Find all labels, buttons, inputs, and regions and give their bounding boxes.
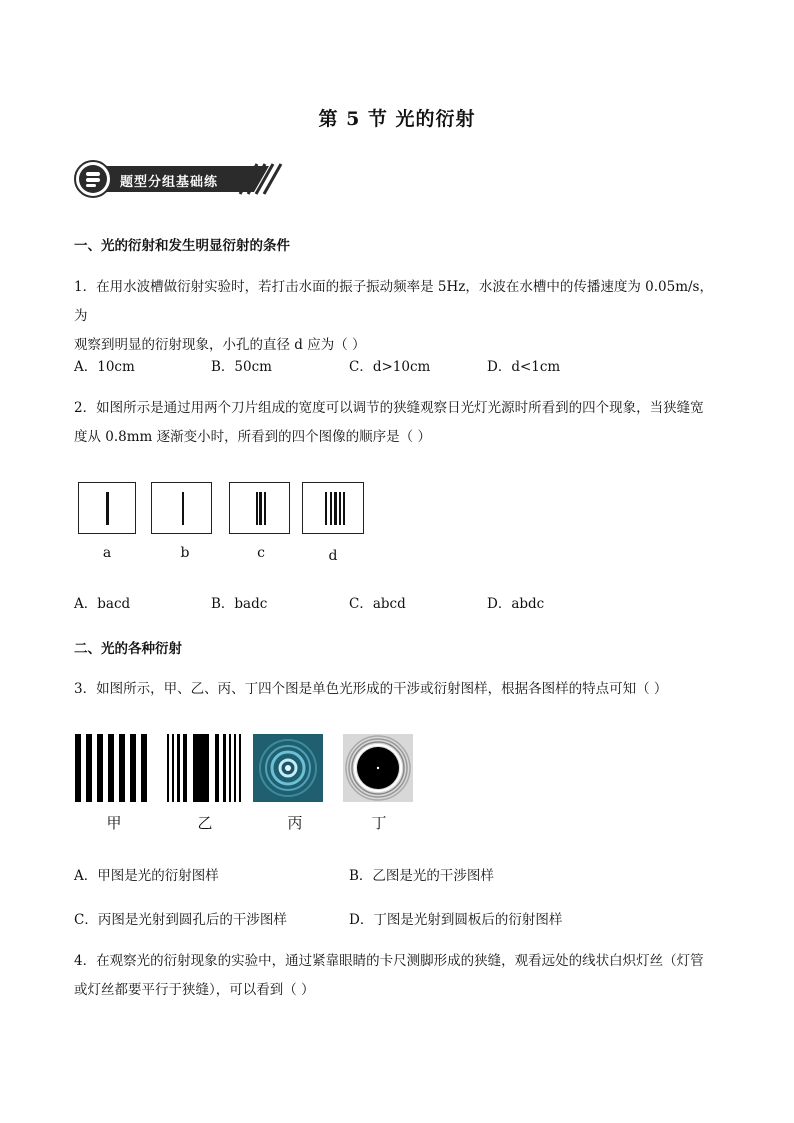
slit-figure-d <box>302 482 364 534</box>
slit-figure-c <box>229 482 290 534</box>
q3-option-c: C．丙图是光射到圆孔后的干涉图样 <box>74 912 287 928</box>
q3-option-d: D．丁图是光射到圆板后的衍射图样 <box>349 912 563 928</box>
pattern-label-jia: 甲 <box>106 814 122 832</box>
slit-label-d: d <box>328 548 338 564</box>
question-4-line1: 4．在观察光的衍射现象的实验中，通过紧靠眼睛的卡尺测脚形成的狭缝，观看远处的线状白炽灯丝（灯管 <box>74 953 704 969</box>
pattern-yi <box>167 734 241 802</box>
pattern-label-bing: 丙 <box>287 814 303 832</box>
slit-label-b: b <box>180 545 190 561</box>
q1-option-c: C．d>10cm <box>349 359 431 375</box>
slit-label-c: c <box>257 545 265 561</box>
slit-figure-a <box>78 482 136 534</box>
q3-option-b: B．乙图是光的干涉图样 <box>349 868 494 884</box>
question-3 <box>74 675 724 704</box>
question-2-line2: 度从 0.8mm 逐渐变小时，所看到的四个图像的顺序是（ ） <box>74 429 431 445</box>
question-2-line1: 2．如图所示是通过用两个刀片组成的宽度可以调节的狭缝观察日光灯光源时所看到的四个现象，当狭缝宽 <box>74 400 704 416</box>
q2-option-b: B．badc <box>211 596 268 612</box>
q1-option-b: B．50cm <box>211 359 272 375</box>
question-4 <box>74 947 724 1005</box>
pattern-ding <box>343 734 413 802</box>
question-1-line1: 1．在用水波槽做衍射实验时，若打击水面的振子振动频率是 5Hz，水波在水槽中的传播速度为 0.05m/s，为 <box>74 279 713 324</box>
slit-label-a: a <box>102 545 112 561</box>
q1-option-a: A．10cm <box>74 359 135 375</box>
question-4-line2: 或灯丝都要平行于狭缝），可以看到（ ） <box>74 982 315 998</box>
section-heading-2: 二、光的各种衍射 <box>74 641 182 657</box>
question-1 <box>74 273 724 360</box>
section-heading-1: 一、光的衍射和发生明显衍射的条件 <box>74 238 290 254</box>
section-banner <box>74 160 284 198</box>
pattern-jia <box>75 734 151 802</box>
q2-option-a: A．bacd <box>74 596 131 612</box>
question-1-line2: 观察到明显的衍射现象，小孔的直径 d 应为（ ） <box>74 337 366 353</box>
question-3-line1: 3．如图所示，甲、乙、丙、丁四个图是单色光形成的干涉或衍射图样，根据各图样的特点可知（ ） <box>74 681 668 697</box>
q2-option-c: C．abcd <box>349 596 406 612</box>
pattern-bing <box>253 734 323 802</box>
pattern-label-yi: 乙 <box>197 814 213 832</box>
banner-label: 题型分组基础练 <box>120 175 219 190</box>
q2-option-d: D．abdc <box>487 596 545 612</box>
q3-option-a: A．甲图是光的衍射图样 <box>74 868 219 884</box>
page-title: 第 5 节 光的衍射 <box>318 108 476 130</box>
slit-figure-b <box>151 482 212 534</box>
question-2 <box>74 394 724 452</box>
q1-option-d: D．d<1cm <box>487 359 561 375</box>
pattern-label-ding: 丁 <box>371 814 387 832</box>
